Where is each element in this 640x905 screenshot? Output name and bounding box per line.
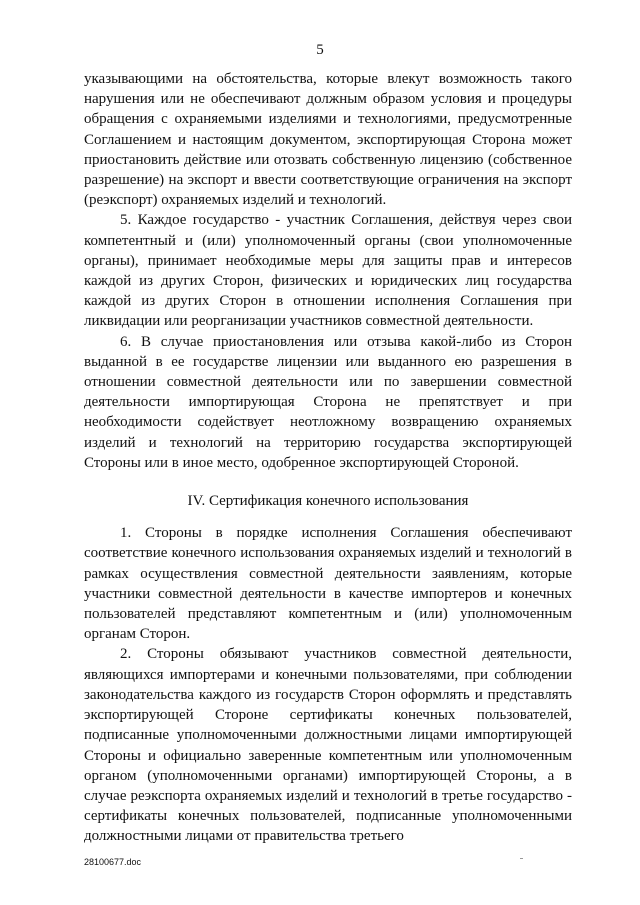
section-heading: IV. Сертификация конечного использования bbox=[187, 493, 469, 510]
paragraph-item-6: 6. В случае приостановления или отзыва какой-либо из Сторон выданной в ее государстве лицензии или выданного ею разрешения в отношении совместной деятельности или по завершении совместной деятельности импортирующая Сторона не препятствует и при необходимости содействует неотложному возвращению охраняемых изделий и технологий на территорию государства экспортирующей Стороны или в иное место, одобренное экспортирующей Стороной. bbox=[84, 333, 572, 471]
document-body bbox=[84, 69, 572, 847]
footer-mark bbox=[520, 858, 523, 859]
footer-filename: 28100677.doc bbox=[84, 857, 142, 867]
page-number: 5 bbox=[316, 42, 324, 58]
paragraph-item-5: 5. Каждое государство - участник Соглашения, действуя через свои компетентный и (или) уполномоченный органы (свои уполномоченные органы), принимает необходимые меры для защиты прав и интересов каждой из других Сторон, физических и юридических лиц государства каждой из других Сторон в отношении исполнения Соглашения при ликвидации или реорганизации участников совместной деятельности. bbox=[84, 212, 572, 330]
paragraph-item-2: 2. Стороны обязывают участников совместной деятельности, являющихся импортерами и конечными пользователями, при соблюдении законодательства каждого из государств Сторон оформлять и представлять экспортирующей Стороне сертификаты конечных пользователей, подписанные уполномоченными должностными лицами импортирующей Стороны и официально заверенные компетентным или уполномоченным органом (уполномоченными органами) импортирующей Стороны, а в случае реэкспорта охраняемых изделий и технологий в третье государство - сертификаты конечных пользователей, подписанные уполномоченными должностными лицами от правительства третьего bbox=[84, 646, 572, 845]
paragraph-item-1: 1. Стороны в порядке исполнения Соглашения обеспечивают соответствие конечного использования охраняемых изделий и технологий в рамках осуществления совместной деятельности заявлениям, которые участники совместной деятельности в качестве импортеров и конечных пользователей представляют компетентным и (или) уполномоченным органам Сторон. bbox=[84, 525, 572, 643]
paragraph-continuation: указывающими на обстоятельства, которые влекут возможность такого нарушения или не обеспечивают должным образом условия и процедуры обращения с охраняемыми изделиями и технологиями, предусмотренные Соглашением и настоящим документом, экспортирующая Сторона может приостановить действие или отозвать собственную лицензию (собственное разрешение) на экспорт и ввести соответствующие ограничения на экспорт (реэкспорт) охраняемых изделий и технологий. bbox=[84, 71, 572, 209]
